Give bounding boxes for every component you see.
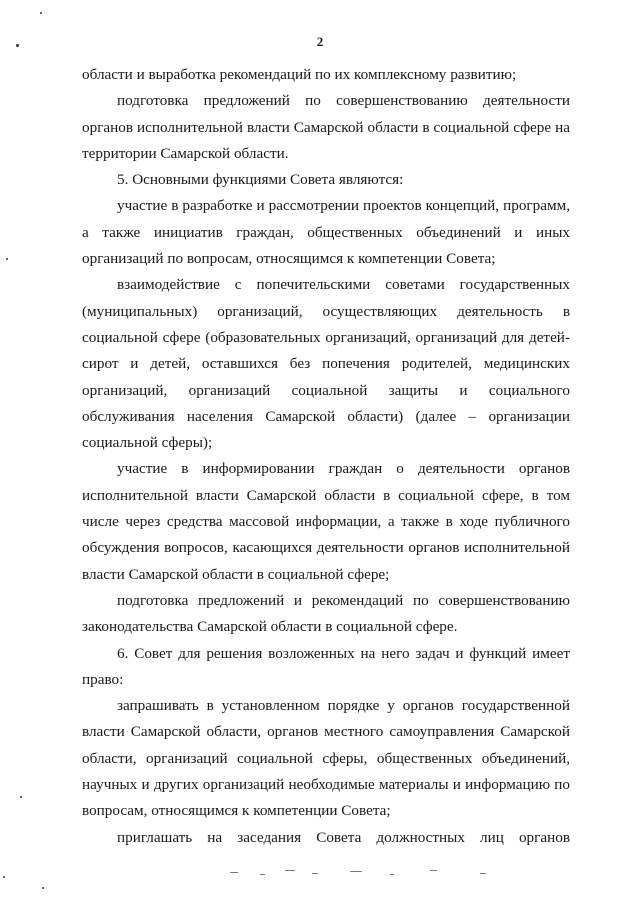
- document-body: [82, 62, 570, 851]
- paragraph: участие в информировании граждан о деятельности органов исполнительной власти Самарской области в социальной сфере, в том числе через средства массовой информации, а также в ходе публичного обсуждения вопросов, касающихся деятельности органов исполнительной власти Самарской области в социальной сфере;: [82, 460, 570, 583]
- paragraph: области и выработка рекомендаций по их комплексному развитию;: [82, 66, 517, 83]
- paragraph: взаимодействие с попечительскими советами государственных (муниципальных) организаций, осуществляющих деятельность в социальной сфере (образовательных организаций, организаций для детей-сирот и детей, оставшихся без попечения родителей, медицинских организаций, организаций социальной защиты и социального обслуживания населения Самарской области) (далее – организации социальной сферы);: [82, 276, 570, 452]
- scan-noise: [230, 868, 500, 878]
- paragraph: подготовка предложений по совершенствованию деятельности органов исполнительной власти Самарской области в социальной сфере на территории Самарской области.: [82, 92, 570, 162]
- scan-speck: [42, 887, 44, 889]
- paragraph: 6. Совет для решения возложенных на него задач и функций имеет право:: [82, 644, 570, 688]
- paragraph: запрашивать в установленном порядке у органов государственной власти Самарской области, органов местного самоуправления Самарской области, организаций социальной сферы, общественных объединений, научных и других организаций необходимые материалы и информацию по вопросам, относящимся к компетенции Совета;: [82, 697, 570, 820]
- scan-speck: [3, 876, 5, 878]
- paragraph: приглашать на заседания Совета должностных лиц органов: [117, 828, 570, 846]
- paragraph: подготовка предложений и рекомендаций по совершенствованию законодательства Самарской области в социальной сфере.: [82, 591, 570, 636]
- paragraph: 5. Основными функциями Совета являются:: [117, 171, 404, 189]
- scan-speck: [40, 12, 42, 14]
- scan-speck: [20, 796, 22, 798]
- scan-speck: [6, 258, 8, 260]
- paragraph: участие в разработке и рассмотрении проектов концепций, программ, а также инициатив граждан, общественных объединений и иных организаций по вопросам, относящимся к компетенции Совета;: [82, 197, 570, 268]
- page-number: 2: [316, 34, 324, 49]
